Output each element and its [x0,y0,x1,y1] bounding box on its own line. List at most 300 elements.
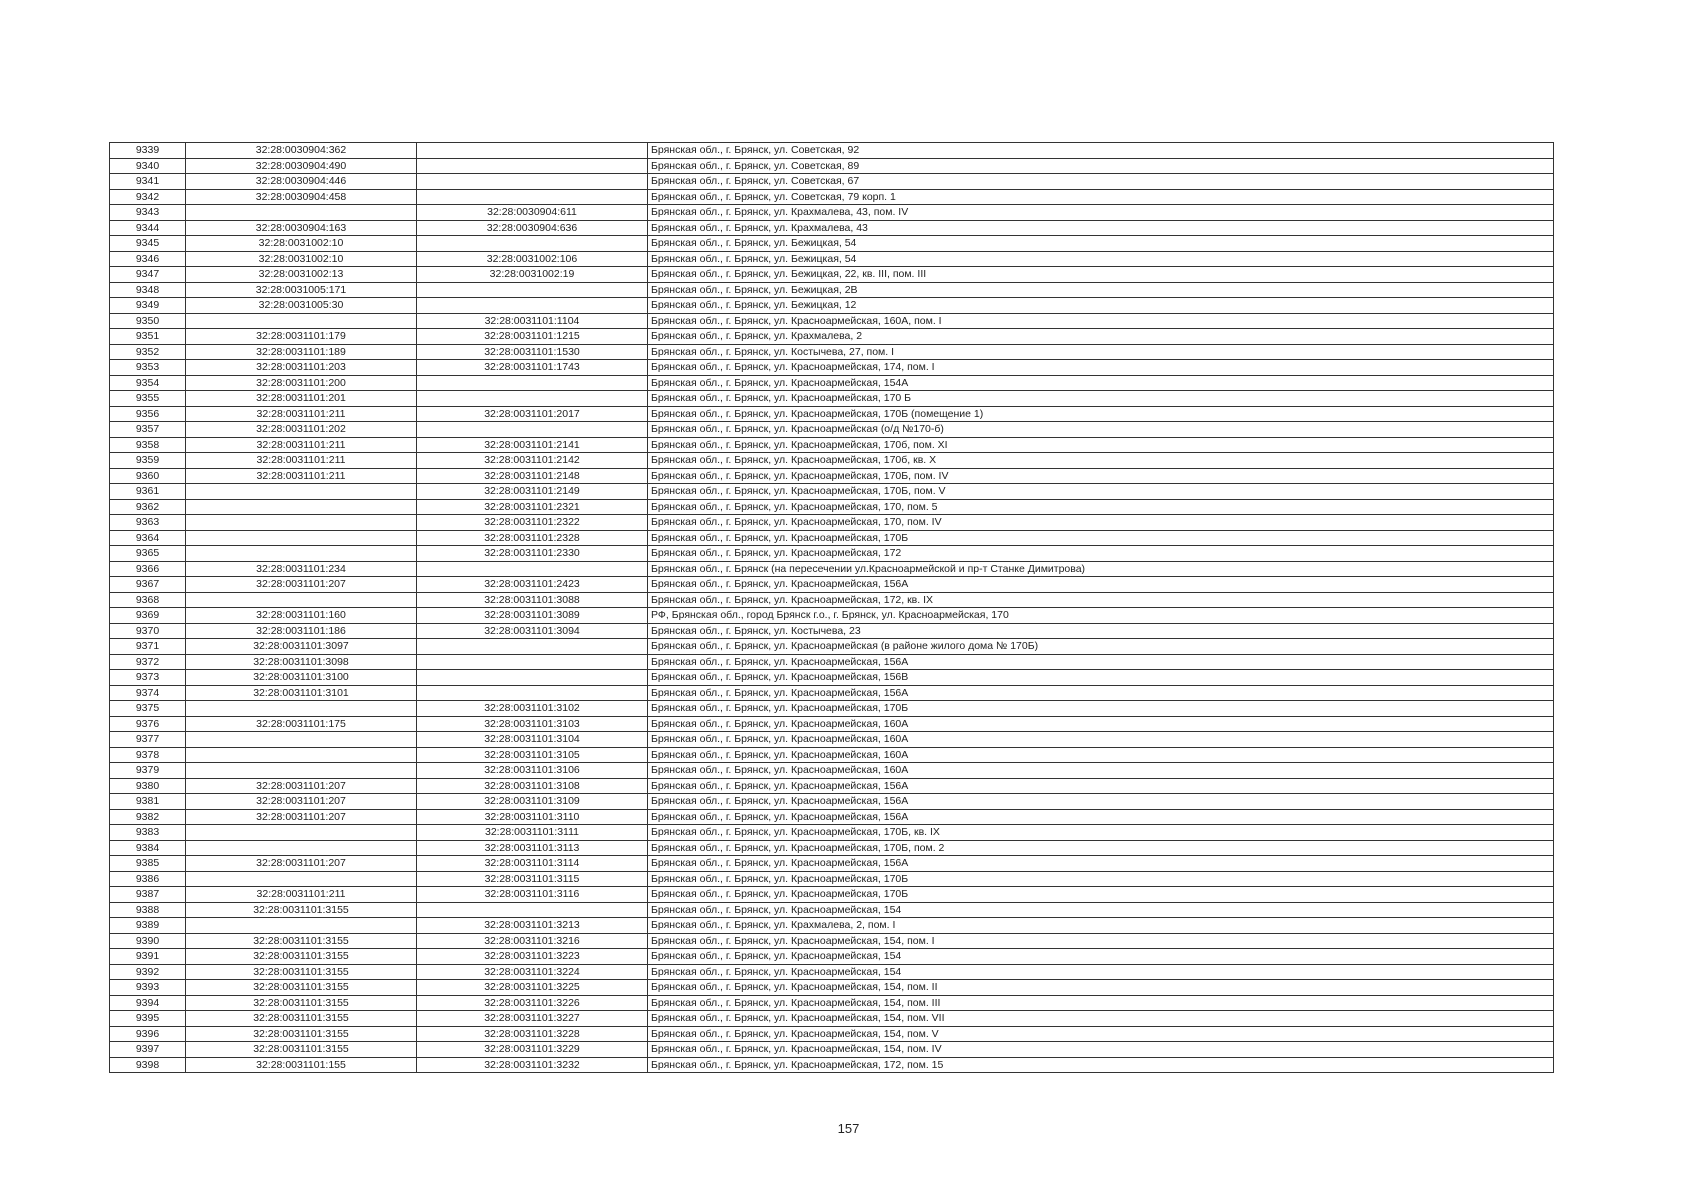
parent-cadastral-number-cell: 32:28:0031101:207 [186,809,417,825]
cadastral-number-cell [417,561,648,577]
registry-table [109,142,1554,1073]
table-row [110,825,1554,841]
row-number-cell: 9355 [110,391,186,407]
cadastral-number-cell [417,902,648,918]
table-row [110,763,1554,779]
address-cell: Брянская обл., г. Брянск, ул. Красноармейская, 154, пом. VII [648,1011,1554,1027]
cadastral-number-cell: 32:28:0031101:3213 [417,918,648,934]
cadastral-number-cell [417,670,648,686]
cadastral-number-cell [417,639,648,655]
parent-cadastral-number-cell: 32:28:0031101:207 [186,856,417,872]
cadastral-number-cell: 32:28:0031101:3115 [417,871,648,887]
parent-cadastral-number-cell: 32:28:0031101:189 [186,344,417,360]
table-row [110,530,1554,546]
cadastral-number-cell: 32:28:0031101:1104 [417,313,648,329]
row-number-cell: 9388 [110,902,186,918]
parent-cadastral-number-cell: 32:28:0031101:3155 [186,933,417,949]
cadastral-number-cell: 32:28:0031101:2423 [417,577,648,593]
address-cell: Брянская обл., г. Брянск, ул. Красноармейская, 154, пом. V [648,1026,1554,1042]
cadastral-number-cell: 32:28:0031101:3110 [417,809,648,825]
row-number-cell: 9359 [110,453,186,469]
row-number-cell: 9344 [110,220,186,236]
row-number-cell: 9375 [110,701,186,717]
parent-cadastral-number-cell: 32:28:0031101:3155 [186,949,417,965]
parent-cadastral-number-cell: 32:28:0030904:446 [186,174,417,190]
table-row [110,515,1554,531]
parent-cadastral-number-cell: 32:28:0031101:211 [186,468,417,484]
address-cell: Брянская обл., г. Брянск, ул. Крахмалева, 2, пом. I [648,918,1554,934]
cadastral-number-cell: 32:28:0031101:3108 [417,778,648,794]
table-row [110,701,1554,717]
row-number-cell: 9392 [110,964,186,980]
address-cell: Брянская обл., г. Брянск, ул. Красноармейская, 154, пом. III [648,995,1554,1011]
table-row [110,856,1554,872]
address-cell: Брянская обл., г. Брянск, ул. Красноармейская, 156В [648,670,1554,686]
parent-cadastral-number-cell [186,825,417,841]
parent-cadastral-number-cell: 32:28:0031101:211 [186,406,417,422]
row-number-cell: 9354 [110,375,186,391]
address-cell: Брянская обл., г. Брянск, ул. Красноармейская, 170Б, кв. IX [648,825,1554,841]
parent-cadastral-number-cell: 32:28:0031101:186 [186,623,417,639]
row-number-cell: 9387 [110,887,186,903]
parent-cadastral-number-cell: 32:28:0031101:3100 [186,670,417,686]
table-row [110,887,1554,903]
cadastral-number-cell: 32:28:0031002:106 [417,251,648,267]
row-number-cell: 9346 [110,251,186,267]
cadastral-number-cell: 32:28:0031101:2322 [417,515,648,531]
address-cell: Брянская обл., г. Брянск, ул. Крахмалева, 43 [648,220,1554,236]
table-row [110,732,1554,748]
address-cell: Брянская обл., г. Брянск, ул. Крахмалева, 43, пом. IV [648,205,1554,221]
row-number-cell: 9376 [110,716,186,732]
table-row [110,716,1554,732]
cadastral-number-cell: 32:28:0031101:3226 [417,995,648,1011]
row-number-cell: 9352 [110,344,186,360]
address-cell: Брянская обл., г. Брянск, ул. Красноармейская, 170Б [648,530,1554,546]
row-number-cell: 9343 [110,205,186,221]
parent-cadastral-number-cell [186,732,417,748]
parent-cadastral-number-cell: 32:28:0031101:207 [186,778,417,794]
address-cell: Брянская обл., г. Брянск, ул. Красноармейская, 170Б [648,701,1554,717]
address-cell: Брянская обл., г. Брянск, ул. Красноармейская, 170, пом. 5 [648,499,1554,515]
table-row [110,794,1554,810]
parent-cadastral-number-cell: 32:28:0031002:10 [186,251,417,267]
row-number-cell: 9380 [110,778,186,794]
table-row [110,592,1554,608]
row-number-cell: 9357 [110,422,186,438]
page-number: 157 [837,1121,860,1136]
cadastral-number-cell: 32:28:0031101:3216 [417,933,648,949]
address-cell: Брянская обл., г. Брянск, ул. Красноармейская, 170б, кв. X [648,453,1554,469]
address-cell: Брянская обл., г. Брянск, ул. Красноармейская, 174, пом. I [648,360,1554,376]
address-cell: РФ, Брянская обл., город Брянск г.о., г. Брянск, ул. Красноармейская, 170 [648,608,1554,624]
table-row [110,809,1554,825]
parent-cadastral-number-cell: 32:28:0031101:3155 [186,995,417,1011]
address-cell: Брянская обл., г. Брянск, ул. Красноармейская, 154 [648,949,1554,965]
row-number-cell: 9371 [110,639,186,655]
table-row [110,1057,1554,1073]
parent-cadastral-number-cell: 32:28:0031101:234 [186,561,417,577]
address-cell: Брянская обл., г. Брянск, ул. Костычева, 27, пом. I [648,344,1554,360]
address-cell: Брянская обл., г. Брянск, ул. Бежицкая, 22, кв. III, пом. III [648,267,1554,283]
address-cell: Брянская обл., г. Брянск, ул. Красноармейская, 170Б, пом. 2 [648,840,1554,856]
cadastral-number-cell: 32:28:0031101:1530 [417,344,648,360]
row-number-cell: 9350 [110,313,186,329]
parent-cadastral-number-cell: 32:28:0031101:211 [186,437,417,453]
parent-cadastral-number-cell: 32:28:0031101:3097 [186,639,417,655]
row-number-cell: 9374 [110,685,186,701]
row-number-cell: 9396 [110,1026,186,1042]
row-number-cell: 9373 [110,670,186,686]
cadastral-number-cell: 32:28:0031101:2330 [417,546,648,562]
table-row [110,561,1554,577]
parent-cadastral-number-cell: 32:28:0031101:160 [186,608,417,624]
parent-cadastral-number-cell: 32:28:0031101:207 [186,794,417,810]
cadastral-number-cell [417,422,648,438]
address-cell: Брянская обл., г. Брянск, ул. Красноармейская, 154 [648,964,1554,980]
address-cell: Брянская обл., г. Брянск, ул. Красноармейская, 160А, пом. I [648,313,1554,329]
cadastral-number-cell: 32:28:0031101:3223 [417,949,648,965]
table-row [110,995,1554,1011]
table-row [110,329,1554,345]
table-row [110,499,1554,515]
table-row [110,158,1554,174]
row-number-cell: 9379 [110,763,186,779]
cadastral-number-cell: 32:28:0031101:2148 [417,468,648,484]
row-number-cell: 9381 [110,794,186,810]
row-number-cell: 9395 [110,1011,186,1027]
table-row [110,871,1554,887]
parent-cadastral-number-cell [186,747,417,763]
cadastral-number-cell [417,189,648,205]
table-row [110,639,1554,655]
table-row [110,484,1554,500]
parent-cadastral-number-cell [186,871,417,887]
parent-cadastral-number-cell: 32:28:0031101:155 [186,1057,417,1073]
row-number-cell: 9397 [110,1042,186,1058]
address-cell: Брянская обл., г. Брянск, ул. Красноармейская, 170Б, пом. V [648,484,1554,500]
cadastral-number-cell [417,174,648,190]
cadastral-number-cell: 32:28:0031101:3109 [417,794,648,810]
cadastral-number-cell [417,298,648,314]
address-cell: Брянская обл., г. Брянск (на пересечении ул.Красноармейской и пр-т Станке Димитрова) [648,561,1554,577]
address-cell: Брянская обл., г. Брянск, ул. Красноармейская, 170б, пом. XI [648,437,1554,453]
address-cell: Брянская обл., г. Брянск, ул. Костычева, 23 [648,623,1554,639]
cadastral-number-cell: 32:28:0031101:3103 [417,716,648,732]
cadastral-number-cell [417,654,648,670]
address-cell: Брянская обл., г. Брянск, ул. Красноармейская, 170, пом. IV [648,515,1554,531]
parent-cadastral-number-cell: 32:28:0030904:458 [186,189,417,205]
parent-cadastral-number-cell [186,499,417,515]
address-cell: Брянская обл., г. Брянск, ул. Красноармейская, 172, пом. 15 [648,1057,1554,1073]
cadastral-number-cell [417,236,648,252]
table-row [110,747,1554,763]
parent-cadastral-number-cell [186,530,417,546]
address-cell: Брянская обл., г. Брянск, ул. Советская, 79 корп. 1 [648,189,1554,205]
cadastral-number-cell: 32:28:0031101:3224 [417,964,648,980]
row-number-cell: 9398 [110,1057,186,1073]
cadastral-number-cell: 32:28:0031101:2141 [417,437,648,453]
parent-cadastral-number-cell: 32:28:0031101:3155 [186,980,417,996]
parent-cadastral-number-cell: 32:28:0030904:490 [186,158,417,174]
cadastral-number-cell: 32:28:0031101:3111 [417,825,648,841]
row-number-cell: 9372 [110,654,186,670]
address-cell: Брянская обл., г. Брянск, ул. Красноармейская, 172 [648,546,1554,562]
table-row [110,344,1554,360]
table-row [110,933,1554,949]
cadastral-number-cell: 32:28:0031101:3116 [417,887,648,903]
table-row [110,1011,1554,1027]
address-cell: Брянская обл., г. Брянск, ул. Красноармейская, 160А [648,732,1554,748]
table-row [110,406,1554,422]
parent-cadastral-number-cell: 32:28:0031101:211 [186,887,417,903]
cadastral-number-cell: 32:28:0031101:2017 [417,406,648,422]
address-cell: Брянская обл., г. Брянск, ул. Красноармейская (о/д №170-б) [648,422,1554,438]
address-cell: Брянская обл., г. Брянск, ул. Красноармейская, 156А [648,794,1554,810]
row-number-cell: 9339 [110,143,186,159]
table-row [110,685,1554,701]
row-number-cell: 9348 [110,282,186,298]
address-cell: Брянская обл., г. Брянск, ул. Советская, 67 [648,174,1554,190]
parent-cadastral-number-cell: 32:28:0031101:201 [186,391,417,407]
table-row [110,437,1554,453]
address-cell: Брянская обл., г. Брянск, ул. Красноармейская, 170Б [648,871,1554,887]
cadastral-number-cell: 32:28:0031101:3088 [417,592,648,608]
cadastral-number-cell: 32:28:0031101:3104 [417,732,648,748]
row-number-cell: 9391 [110,949,186,965]
table-row [110,143,1554,159]
address-cell: Брянская обл., г. Брянск, ул. Красноармейская, 170Б [648,887,1554,903]
table-row [110,670,1554,686]
address-cell: Брянская обл., г. Брянск, ул. Красноармейская, 154, пом. I [648,933,1554,949]
cadastral-number-cell: 32:28:0031101:3229 [417,1042,648,1058]
address-cell: Брянская обл., г. Брянск, ул. Красноармейская, 154, пом. II [648,980,1554,996]
cadastral-number-cell: 32:28:0031101:3114 [417,856,648,872]
address-cell: Брянская обл., г. Брянск, ул. Красноармейская, 154, пом. IV [648,1042,1554,1058]
table-row [110,313,1554,329]
cadastral-number-cell [417,143,648,159]
row-number-cell: 9360 [110,468,186,484]
parent-cadastral-number-cell: 32:28:0031101:211 [186,453,417,469]
table-row [110,220,1554,236]
row-number-cell: 9341 [110,174,186,190]
parent-cadastral-number-cell: 32:28:0031005:30 [186,298,417,314]
row-number-cell: 9386 [110,871,186,887]
table-row [110,375,1554,391]
table-row [110,778,1554,794]
table-row [110,546,1554,562]
parent-cadastral-number-cell: 32:28:0031005:171 [186,282,417,298]
address-cell: Брянская обл., г. Брянск, ул. Красноармейская, 156А [648,577,1554,593]
address-cell: Брянская обл., г. Брянск, ул. Красноармейская, 156А [648,685,1554,701]
cadastral-number-cell: 32:28:0031101:2321 [417,499,648,515]
row-number-cell: 9358 [110,437,186,453]
row-number-cell: 9363 [110,515,186,531]
address-cell: Брянская обл., г. Брянск, ул. Красноармейская, 170Б, пом. IV [648,468,1554,484]
address-cell: Брянская обл., г. Брянск, ул. Красноармейская, 156А [648,654,1554,670]
row-number-cell: 9361 [110,484,186,500]
cadastral-number-cell: 32:28:0030904:636 [417,220,648,236]
cadastral-number-cell: 32:28:0031101:2328 [417,530,648,546]
row-number-cell: 9382 [110,809,186,825]
cadastral-number-cell: 32:28:0031101:3225 [417,980,648,996]
row-number-cell: 9364 [110,530,186,546]
cadastral-number-cell: 32:28:0031101:3094 [417,623,648,639]
cadastral-number-cell [417,158,648,174]
row-number-cell: 9385 [110,856,186,872]
table-row [110,251,1554,267]
row-number-cell: 9384 [110,840,186,856]
row-number-cell: 9369 [110,608,186,624]
table-row [110,577,1554,593]
address-cell: Брянская обл., г. Брянск, ул. Красноармейская (в районе жилого дома № 170Б) [648,639,1554,655]
table-row [110,453,1554,469]
cadastral-number-cell: 32:28:0031101:3227 [417,1011,648,1027]
address-cell: Брянская обл., г. Брянск, ул. Бежицкая, 54 [648,236,1554,252]
cadastral-number-cell: 32:28:0031101:3228 [417,1026,648,1042]
parent-cadastral-number-cell [186,840,417,856]
cadastral-number-cell [417,685,648,701]
table-row [110,422,1554,438]
row-number-cell: 9362 [110,499,186,515]
parent-cadastral-number-cell: 32:28:0031101:3098 [186,654,417,670]
parent-cadastral-number-cell [186,313,417,329]
table-row [110,980,1554,996]
row-number-cell: 9347 [110,267,186,283]
row-number-cell: 9370 [110,623,186,639]
row-number-cell: 9345 [110,236,186,252]
cadastral-number-cell: 32:28:0031101:2149 [417,484,648,500]
parent-cadastral-number-cell [186,592,417,608]
parent-cadastral-number-cell: 32:28:0031101:3101 [186,685,417,701]
parent-cadastral-number-cell: 32:28:0031101:179 [186,329,417,345]
row-number-cell: 9377 [110,732,186,748]
cadastral-number-cell [417,282,648,298]
table-row [110,654,1554,670]
parent-cadastral-number-cell [186,515,417,531]
row-number-cell: 9349 [110,298,186,314]
address-cell: Брянская обл., г. Брянск, ул. Красноармейская, 160А [648,763,1554,779]
table-row [110,608,1554,624]
cadastral-number-cell: 32:28:0031101:1743 [417,360,648,376]
cadastral-number-cell: 32:28:0031101:2142 [417,453,648,469]
cadastral-number-cell: 32:28:0031101:3106 [417,763,648,779]
table-row [110,360,1554,376]
cadastral-number-cell: 32:28:0031101:3089 [417,608,648,624]
parent-cadastral-number-cell [186,701,417,717]
table-row [110,623,1554,639]
parent-cadastral-number-cell: 32:28:0031101:200 [186,375,417,391]
table-row [110,205,1554,221]
cadastral-number-cell [417,375,648,391]
parent-cadastral-number-cell [186,763,417,779]
row-number-cell: 9366 [110,561,186,577]
cadastral-number-cell [417,391,648,407]
address-cell: Брянская обл., г. Брянск, ул. Советская, 92 [648,143,1554,159]
address-cell: Брянская обл., г. Брянск, ул. Красноармейская, 170Б (помещение 1) [648,406,1554,422]
row-number-cell: 9368 [110,592,186,608]
parent-cadastral-number-cell: 32:28:0031101:207 [186,577,417,593]
address-cell: Брянская обл., г. Брянск, ул. Красноармейская, 154 [648,902,1554,918]
row-number-cell: 9378 [110,747,186,763]
address-cell: Брянская обл., г. Брянск, ул. Бежицкая, 2В [648,282,1554,298]
table-row [110,949,1554,965]
parent-cadastral-number-cell: 32:28:0030904:362 [186,143,417,159]
parent-cadastral-number-cell [186,918,417,934]
cadastral-number-cell: 32:28:0031101:3102 [417,701,648,717]
row-number-cell: 9390 [110,933,186,949]
address-cell: Брянская обл., г. Брянск, ул. Красноармейская, 156А [648,856,1554,872]
cadastral-number-cell: 32:28:0031101:3105 [417,747,648,763]
table-row [110,282,1554,298]
parent-cadastral-number-cell: 32:28:0031002:10 [186,236,417,252]
table-row [110,902,1554,918]
table-row [110,840,1554,856]
table-row [110,1026,1554,1042]
row-number-cell: 9353 [110,360,186,376]
parent-cadastral-number-cell: 32:28:0031101:175 [186,716,417,732]
parent-cadastral-number-cell: 32:28:0030904:163 [186,220,417,236]
row-number-cell: 9342 [110,189,186,205]
parent-cadastral-number-cell: 32:28:0031101:3155 [186,902,417,918]
parent-cadastral-number-cell: 32:28:0031101:3155 [186,1011,417,1027]
row-number-cell: 9383 [110,825,186,841]
table-row [110,1042,1554,1058]
cadastral-number-cell: 32:28:0031101:1215 [417,329,648,345]
address-cell: Брянская обл., г. Брянск, ул. Бежицкая, 12 [648,298,1554,314]
cadastral-number-cell: 32:28:0030904:611 [417,205,648,221]
row-number-cell: 9367 [110,577,186,593]
table-row [110,236,1554,252]
address-cell: Брянская обл., г. Брянск, ул. Красноармейская, 156А [648,778,1554,794]
registry-table-body [110,143,1554,1073]
table-row [110,391,1554,407]
cadastral-number-cell: 32:28:0031101:3232 [417,1057,648,1073]
parent-cadastral-number-cell: 32:28:0031101:3155 [186,1026,417,1042]
address-cell: Брянская обл., г. Брянск, ул. Красноармейская, 160А [648,716,1554,732]
address-cell: Брянская обл., г. Брянск, ул. Красноармейская, 160А [648,747,1554,763]
address-cell: Брянская обл., г. Брянск, ул. Красноармейская, 154А [648,375,1554,391]
parent-cadastral-number-cell: 32:28:0031101:3155 [186,964,417,980]
row-number-cell: 9393 [110,980,186,996]
table-row [110,964,1554,980]
cadastral-number-cell: 32:28:0031002:19 [417,267,648,283]
parent-cadastral-number-cell: 32:28:0031002:13 [186,267,417,283]
parent-cadastral-number-cell: 32:28:0031101:202 [186,422,417,438]
parent-cadastral-number-cell: 32:28:0031101:203 [186,360,417,376]
address-cell: Брянская обл., г. Брянск, ул. Красноармейская, 156А [648,809,1554,825]
parent-cadastral-number-cell [186,484,417,500]
address-cell: Брянская обл., г. Брянск, ул. Советская, 89 [648,158,1554,174]
parent-cadastral-number-cell: 32:28:0031101:3155 [186,1042,417,1058]
parent-cadastral-number-cell [186,205,417,221]
address-cell: Брянская обл., г. Брянск, ул. Красноармейская, 172, кв. IX [648,592,1554,608]
row-number-cell: 9340 [110,158,186,174]
address-cell: Брянская обл., г. Брянск, ул. Красноармейская, 170 Б [648,391,1554,407]
cadastral-number-cell: 32:28:0031101:3113 [417,840,648,856]
table-row [110,468,1554,484]
row-number-cell: 9365 [110,546,186,562]
address-cell: Брянская обл., г. Брянск, ул. Бежицкая, 54 [648,251,1554,267]
table-row [110,174,1554,190]
table-row [110,918,1554,934]
table-row [110,189,1554,205]
row-number-cell: 9356 [110,406,186,422]
address-cell: Брянская обл., г. Брянск, ул. Крахмалева, 2 [648,329,1554,345]
parent-cadastral-number-cell [186,546,417,562]
row-number-cell: 9394 [110,995,186,1011]
table-row [110,267,1554,283]
